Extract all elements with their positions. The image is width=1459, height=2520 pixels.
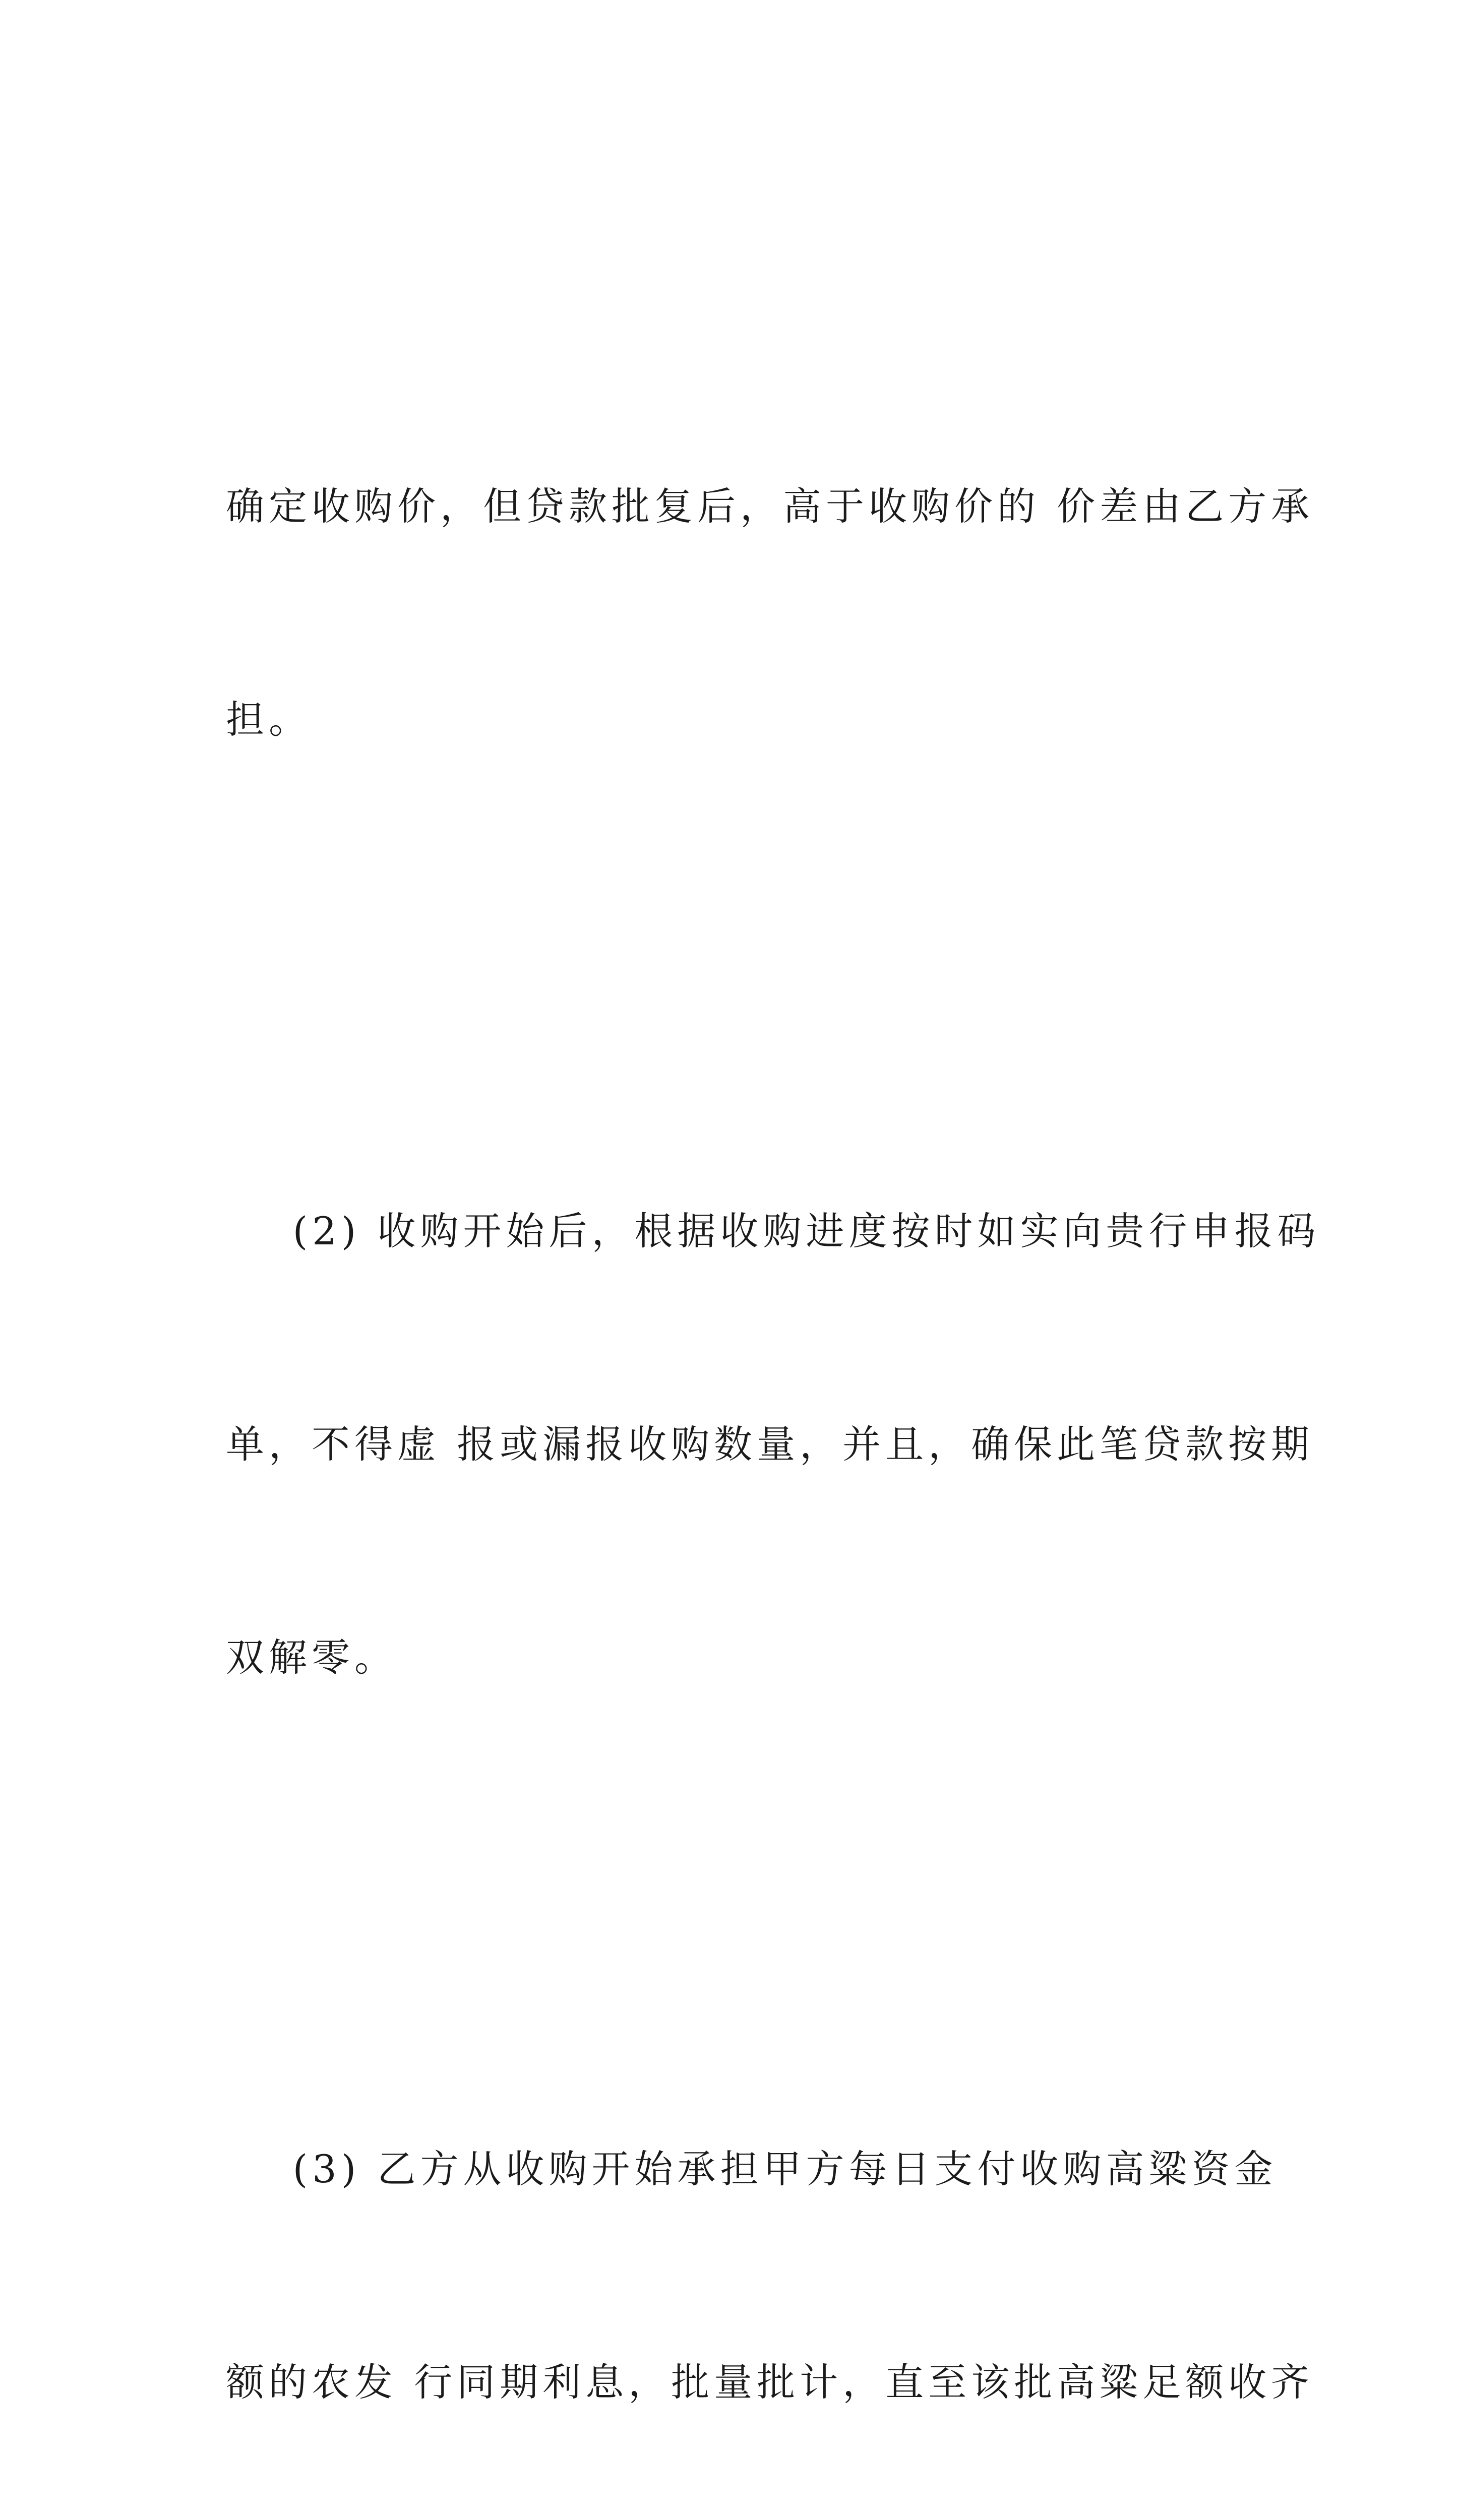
text-line: 单，不得虚 报或漏报收购数量，并且，确保此笔贷款按期	[226, 1422, 1314, 1467]
text-line: (2) 收购开始后，根据收购进度按时如实向贵行申报码	[226, 1209, 1320, 1253]
text-line: 双解零。	[226, 1635, 397, 1680]
contract-body	[226, 186, 1320, 2520]
text-line: 额的农发 行同期利息，批量批计，直至该批高粱足额收齐	[226, 2360, 1314, 2405]
text-line: 担。	[226, 697, 312, 742]
text-line: 确定收购价，但贷款批复后，高于收购价的 价差由乙方承	[226, 484, 1314, 529]
text-line: (3) 乙方从收购开始承担甲方每日支付收购高粱资金	[226, 2147, 1278, 2191]
